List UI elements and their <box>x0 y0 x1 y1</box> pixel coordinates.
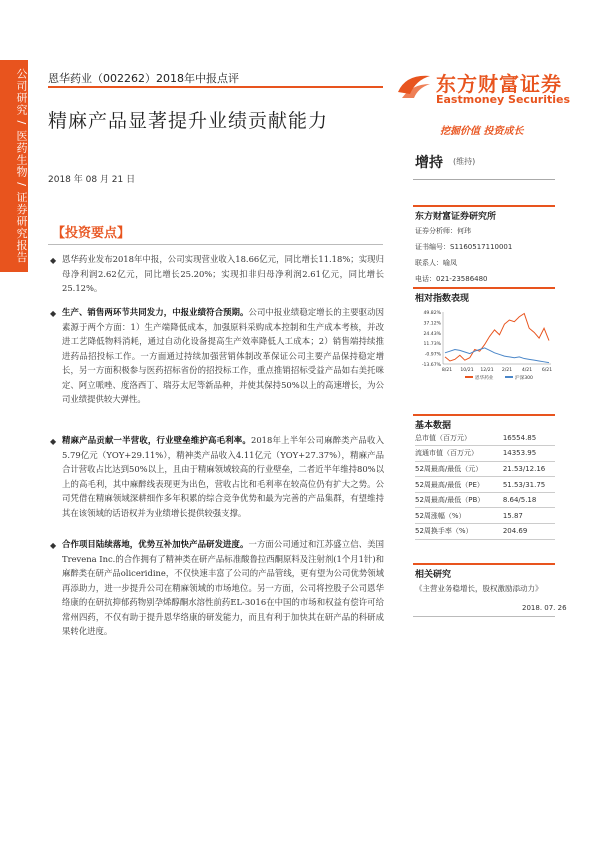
institute-bar <box>413 205 555 207</box>
basic-data-table <box>415 430 555 540</box>
row-label: 52周最高/最低（元） <box>415 461 499 477</box>
brand-name-cn: 东方财富证券 <box>436 72 562 96</box>
x-tick-label: 6/21 <box>541 368 553 373</box>
legend-label: 沪深300 <box>515 376 533 381</box>
sidebar-label: 公司研究 / 医药生物 / 证券研究报告 <box>15 68 28 264</box>
table-row <box>415 492 555 508</box>
row-value: 16554.85 <box>499 430 555 446</box>
basic-data-heading: 基本数据 <box>415 421 452 431</box>
basic-data-bar <box>413 414 555 416</box>
row-label: 52周最高/最低（PB） <box>415 492 499 508</box>
report-type: 恩华药业（002262）2018年中报点评 <box>48 72 239 85</box>
related-bar <box>413 563 555 565</box>
relative-index-chart <box>413 306 555 382</box>
bullet-icon: ◆ <box>50 541 57 550</box>
legend-label: 恩华药业 <box>475 376 494 381</box>
row-label: 52周涨幅（%） <box>415 508 499 524</box>
legend-swatch <box>505 376 513 378</box>
chart-heading: 相对指数表现 <box>415 294 470 304</box>
contact-phone: 电话：021-23586480 <box>415 275 488 283</box>
analyst-cert: 证书编号：S1160517110001 <box>415 243 513 251</box>
brand-slogan: 挖掘价值 投资成长 <box>440 126 524 137</box>
related-report-link[interactable]: 《主营业务稳增长，股权激励添动力》 <box>415 584 543 593</box>
key-point-1 <box>62 252 384 296</box>
row-label: 流通市值（百万元） <box>415 446 499 462</box>
row-value: 51.53/31.75 <box>499 477 555 493</box>
institute-heading: 东方财富证券研究所 <box>415 212 497 222</box>
related-heading: 相关研究 <box>415 570 452 580</box>
key-point-text: 2018年上半年公司麻醉类产品收入5.79亿元（YOY+29.11%），精神类产品收入4.11亿元（YOY+27.37%），精麻产品合计营收占比达到50%以上，且由于精麻领域较高的行业壁垒，二者近半年维持80%以上的高毛利，其中麻醉线表现更为出色，营收占比和毛利率在较高位仍有扩大之势。公司凭借在精麻领域深耕细作多年积累的综合竞争优势和最为完善的产品集群，有望维持其在该领域的话语权并为业绩增长提供较强支撑。 <box>62 435 384 518</box>
header-divider <box>48 86 383 88</box>
x-tick-label: 10/21 <box>460 368 474 373</box>
x-tick-label: 12/21 <box>480 368 494 373</box>
key-point-2 <box>62 305 384 407</box>
key-point-4 <box>62 537 384 639</box>
table-row <box>415 508 555 524</box>
key-point-lead: 精麻产品贡献一半营收，行业壁垒维护高毛利率。 <box>62 435 251 445</box>
bullet-icon: ◆ <box>50 256 57 265</box>
row-value: 14353.95 <box>499 446 555 462</box>
brand-name-en: Eastmoney Securities <box>436 93 571 106</box>
x-tick-label: 2/21 <box>501 368 513 373</box>
key-points-divider <box>48 244 383 245</box>
row-value: 15.87 <box>499 508 555 524</box>
series-line-1 <box>445 348 549 363</box>
table-row <box>415 446 555 462</box>
key-point-text: 公司中报业绩稳定增长的主要驱动因素源于两个方面：1）生产端降低成本，加强原料采购成本控制和生产成本考核，并改进工艺降低物料消耗，通过自动化设备提高生产效率降低人工成本；2）销售端持续推进药品招投标工作。一方面通过持续加强营销体制改革保证公司主要产品保持稳定增长，另一方面积极参与医药招标省份的招投标工作，重点推销招标受益产品如右美托咪定、阿立哌唑、度洛西丁、瑞芬太尼等新品种，并使其保持50%以上的高速增长，为公司业绩提供较大弹性。 <box>62 307 385 404</box>
chart-bar <box>413 287 555 289</box>
rating-box <box>413 146 555 180</box>
y-tick-label: 11.73% <box>423 342 441 348</box>
row-label: 52周最高/最低（PE） <box>415 477 499 493</box>
key-point-3 <box>62 433 384 520</box>
report-date: 2018 年 08 月 21 日 <box>48 175 136 185</box>
table-row <box>415 477 555 493</box>
x-tick-label: 4/21 <box>521 368 533 373</box>
x-tick-label: 8/21 <box>441 368 453 373</box>
related-divider <box>413 616 555 617</box>
row-value: 204.69 <box>499 524 555 540</box>
row-value: 21.53/12.16 <box>499 461 555 477</box>
key-points-title: 【投资要点】 <box>52 226 131 241</box>
legend-swatch <box>465 376 473 378</box>
row-label: 52周换手率（%） <box>415 524 499 540</box>
bullet-icon: ◆ <box>50 437 57 446</box>
y-tick-label: -0.97% <box>424 352 441 358</box>
brand-logo-icon <box>396 70 432 100</box>
analyst-name: 证券分析师：何玮 <box>415 227 471 235</box>
y-tick-label: -13.67% <box>421 363 441 368</box>
table-row <box>415 430 555 446</box>
table-row <box>415 524 555 540</box>
key-point-text: 一方面公司通过和江苏盛立信、美国Trevena Inc.的合作拥有了精神类在研产品标准酸鲁拉西酮原料及注射剂(1个月1针)和麻醉类在研产品oliceridine，不仅快速丰富了公司的产品管线，更有望为公司优势领域再添助力，进一步提升公司在精麻领域的市场地位。另一方面，公司将控股子公司恩华络康的在研抗抑郁药物别孕烯醇酮水溶性前药EL-3016在中国的市场和权益有偿许可给常州四药，不仅有助于提升恩华络康的研发能力，而且有利于加快其在研产品的科研成果转化进度。 <box>62 539 385 636</box>
page-title: 精麻产品显著提升业绩贡献能力 <box>48 110 329 132</box>
y-tick-label: 37.12% <box>423 321 441 327</box>
y-tick-label: 49.82% <box>423 311 441 316</box>
y-tick-label: 24.43% <box>423 331 441 337</box>
bullet-icon: ◆ <box>50 309 57 318</box>
key-point-text: 恩华药业发布2018年中报，公司实现营业收入18.66亿元，同比增长11.18%；实现归母净利润2.62亿元，同比增长25.20%；实现扣非归母净利润2.61亿元，同比增长25.12%。 <box>62 254 384 293</box>
table-row <box>415 461 555 477</box>
key-point-lead: 合作项目陆续落地，优势互补加快产品研发进度。 <box>62 539 249 549</box>
related-report-date: 2018. 07. 26 <box>522 604 567 612</box>
key-point-lead: 生产、销售两环节共同发力，中报业绩符合预期。 <box>62 307 249 317</box>
row-label: 总市值（百万元） <box>415 430 499 446</box>
rating-value: 增持 <box>415 155 443 171</box>
rating-status: (维持) <box>453 157 476 166</box>
row-value: 8.64/5.18 <box>499 492 555 508</box>
contact-name: 联系人：喻凤 <box>415 259 457 267</box>
